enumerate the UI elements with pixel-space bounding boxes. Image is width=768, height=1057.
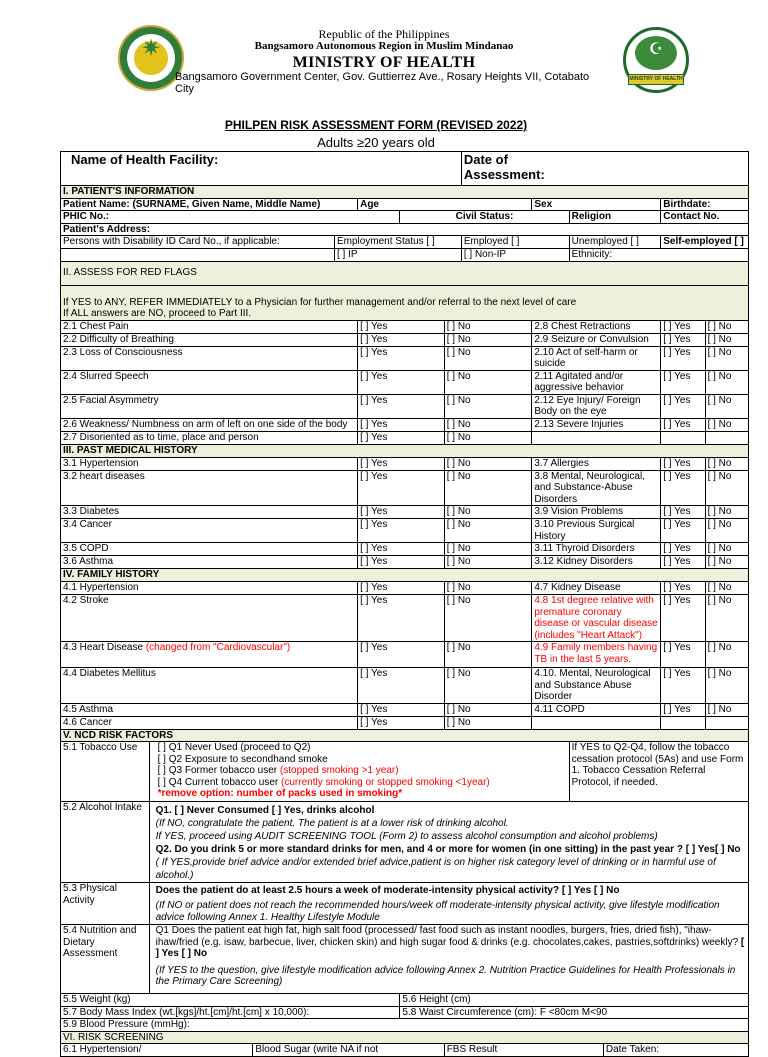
date-label-line-1: Date of — [463, 152, 508, 167]
red-flags-instruction — [61, 285, 749, 320]
section-ncd-risk — [61, 729, 749, 742]
yes-checkbox[interactable]: [ ] Yes — [661, 333, 705, 346]
facility-row — [61, 152, 749, 186]
family-row — [61, 595, 749, 642]
tobacco-q2-checkbox[interactable]: [ ] Q2 Exposure to secondhand smoke — [157, 753, 328, 765]
yes-checkbox[interactable]: [ ] Yes — [661, 582, 705, 595]
history-label: 3.3 Diabetes — [61, 506, 358, 519]
sex-field[interactable]: Sex — [532, 198, 661, 211]
yes-checkbox[interactable]: [ ] Yes — [358, 519, 445, 543]
revision-note: (changed from "Cardiovascular") — [145, 642, 291, 653]
no-checkbox[interactable]: [ ] No — [444, 595, 532, 642]
section-risk-screening — [61, 1031, 749, 1044]
weight-field[interactable]: 5.5 Weight (kg) — [61, 994, 400, 1007]
tobacco-row — [61, 742, 749, 802]
family-label — [61, 642, 358, 668]
phic-row — [61, 211, 749, 224]
family-row — [61, 668, 749, 704]
yes-checkbox[interactable]: [ ] Yes — [358, 346, 445, 370]
blood-pressure-field[interactable]: 5.9 Blood Pressure (mmHg): — [61, 1019, 749, 1032]
no-checkbox[interactable]: [ ] No — [444, 703, 532, 716]
ethnicity-field[interactable]: Ethnicity: — [569, 248, 748, 261]
yes-checkbox[interactable]: [ ] Yes — [358, 394, 445, 418]
physical-activity-note: (If NO or patient does not reach the recommended hours/week off moderate-intensity physical activity, give lifestyle modification advice following Annex 1. Healthy Lifestyle Module — [155, 900, 720, 923]
patient-name-field[interactable]: Patient Name: (SURNAME, Given Name, Middle Name) — [61, 198, 358, 211]
no-checkbox[interactable]: [ ] No — [444, 519, 532, 543]
yes-checkbox[interactable]: [ ] Yes — [661, 519, 705, 543]
no-checkbox[interactable]: [ ] No — [705, 582, 748, 595]
no-checkbox[interactable]: [ ] No — [705, 543, 748, 556]
blank-cell — [661, 431, 705, 444]
red-flag-row — [61, 370, 749, 394]
yes-checkbox[interactable]: [ ] Yes — [661, 543, 705, 556]
yes-checkbox[interactable]: [ ] Yes — [661, 703, 705, 716]
blood-sugar-label: Blood Sugar (write NA if not — [253, 1044, 444, 1057]
family-label: 4.5 Asthma — [61, 703, 358, 716]
alcohol-no-note: (If NO, congratulate the patient. The patient is at a lower risk of drinking alcohol. — [155, 818, 509, 829]
no-checkbox[interactable]: [ ] No — [705, 642, 748, 668]
yes-checkbox[interactable]: [ ] Yes — [358, 470, 445, 506]
family-row — [61, 703, 749, 716]
no-checkbox[interactable]: [ ] No — [444, 431, 532, 444]
nutrition-q1 — [156, 925, 746, 960]
section-title: II. ASSESS FOR RED FLAGS — [61, 261, 749, 285]
header-republic: Republic of the Philippines — [318, 27, 450, 41]
blank-cell — [532, 716, 661, 729]
physical-activity-row — [61, 883, 749, 925]
history-label: 3.12 Kidney Disorders — [532, 556, 661, 569]
red-flag-label: 2.1 Chest Pain — [61, 320, 358, 333]
yes-checkbox[interactable]: [ ] Yes — [358, 457, 445, 470]
family-label: 4.11 COPD — [532, 703, 661, 716]
section-title: III. PAST MEDICAL HISTORY — [61, 444, 749, 457]
family-label: 4.1 Hypertension — [61, 582, 358, 595]
bmi-waist-row — [61, 1006, 749, 1019]
no-checkbox[interactable]: [ ] No — [705, 519, 748, 543]
red-flag-label: 2.3 Loss of Consciousness — [61, 346, 358, 370]
patient-name-row — [61, 198, 749, 211]
red-flag-label: 2.9 Seizure or Convulsion — [532, 333, 661, 346]
yes-checkbox[interactable]: [ ] Yes — [358, 543, 445, 556]
family-label: 4.4 Diabetes Mellitus — [61, 668, 358, 704]
no-checkbox[interactable]: [ ] No — [444, 582, 532, 595]
history-row — [61, 457, 749, 470]
red-flag-label: 2.10 Act of self-harm or suicide — [532, 346, 661, 370]
family-label: 4.6 Cancer — [61, 716, 358, 729]
yes-checkbox[interactable]: [ ] Yes — [661, 418, 705, 431]
family-row — [61, 716, 749, 729]
red-flag-label: 2.5 Facial Asymmetry — [61, 394, 358, 418]
no-checkbox[interactable]: [ ] No — [444, 394, 532, 418]
no-checkbox[interactable]: [ ] No — [444, 346, 532, 370]
no-checkbox[interactable]: [ ] No — [705, 668, 748, 704]
date-label-line-2: Assessment: — [463, 167, 545, 182]
yes-checkbox[interactable]: [ ] Yes — [358, 506, 445, 519]
yes-checkbox[interactable]: [ ] Yes — [661, 470, 705, 506]
red-flag-label: 2.12 Eye Injury/ Foreign Body on the eye — [532, 394, 661, 418]
red-flag-label: 2.6 Weakness/ Numbness on arm of left on one side of the body — [61, 418, 358, 431]
yes-checkbox[interactable]: [ ] Yes — [661, 506, 705, 519]
instruction-no: If ALL answers are NO, proceed to Part III. — [63, 308, 252, 319]
form-subtitle: Adults ≥20 years old — [317, 135, 435, 150]
family-label: 4.7 Kidney Disease — [532, 582, 661, 595]
yes-checkbox[interactable]: [ ] Yes — [661, 394, 705, 418]
nutrition-checkboxes[interactable]: [ ] Yes [ ] No — [155, 936, 745, 959]
section-title: I. PATIENT'S INFORMATION — [61, 186, 749, 199]
self-employed-checkbox[interactable]: Self-employed [ ] — [661, 236, 749, 249]
nutrition-note: (If YES to the question, give lifestyle modification advice following Annex 2. Nutrition Practice Guidelines for Health Professionals in the Primary Care Screening) — [155, 964, 736, 987]
no-checkbox[interactable]: [ ] No — [444, 320, 532, 333]
waist-field[interactable]: 5.8 Waist Circumference (cm): F <80cm M<90 — [400, 1006, 749, 1019]
height-field[interactable]: 5.6 Height (cm) — [400, 994, 749, 1007]
no-checkbox[interactable]: [ ] No — [705, 394, 748, 418]
history-label: 3.8 Mental, Neurological, and Substance-Abuse Disorders — [532, 470, 661, 506]
yes-checkbox[interactable]: [ ] Yes — [661, 457, 705, 470]
no-checkbox[interactable]: [ ] No — [705, 333, 748, 346]
physical-activity-label: 5.3 Physical Activity — [61, 883, 150, 925]
date-taken-field[interactable]: Date Taken: — [603, 1044, 748, 1057]
no-checkbox[interactable]: [ ] No — [444, 418, 532, 431]
section-title: VI. RISK SCREENING — [61, 1031, 749, 1044]
history-row — [61, 506, 749, 519]
history-label: 3.1 Hypertension — [61, 457, 358, 470]
fbs-result-field[interactable]: FBS Result — [444, 1044, 603, 1057]
assessment-date-field[interactable] — [461, 152, 748, 186]
family-label: 4.2 Stroke — [61, 595, 358, 642]
history-label: 3.11 Thyroid Disorders — [532, 543, 661, 556]
section-family-history — [61, 569, 749, 582]
alcohol-questions — [149, 802, 748, 883]
family-row — [61, 642, 749, 668]
yes-checkbox[interactable]: [ ] Yes — [661, 370, 705, 394]
history-label: 3.9 Vision Problems — [532, 506, 661, 519]
section-title: IV. FAMILY HISTORY — [61, 569, 749, 582]
yes-checkbox[interactable]: [ ] Yes — [661, 556, 705, 569]
no-checkbox[interactable]: [ ] No — [705, 703, 748, 716]
alcohol-q2-note: ( If YES,provide brief advice and/or extended brief advice,patient is on higher risk category level of drinking or in harmful use of alcohol.) — [155, 857, 716, 881]
history-row — [61, 519, 749, 543]
no-checkbox[interactable]: [ ] No — [705, 556, 748, 569]
red-flag-row — [61, 418, 749, 431]
yes-checkbox[interactable]: [ ] Yes — [358, 703, 445, 716]
tobacco-label: 5.1 Tobacco Use — [61, 742, 150, 802]
tobacco-options — [149, 742, 569, 802]
yes-checkbox[interactable]: [ ] Yes — [358, 333, 445, 346]
yes-checkbox[interactable]: [ ] Yes — [358, 431, 445, 444]
assessment-table — [60, 151, 749, 1057]
star-icon: ✷ — [140, 35, 162, 62]
blank-cell — [61, 248, 335, 261]
employment-row — [61, 236, 749, 249]
bmi-field[interactable]: 5.7 Body Mass Index (wt.[kgs]/ht.[cm]/ht.[cm] x 10,000): — [61, 1006, 400, 1019]
no-checkbox[interactable]: [ ] No — [705, 370, 748, 394]
red-flag-row — [61, 333, 749, 346]
red-flag-label: 2.11 Agitated and/or aggressive behavior — [532, 370, 661, 394]
employed-checkbox[interactable]: Employed [ ] — [461, 236, 569, 249]
red-flag-row — [61, 346, 749, 370]
no-checkbox[interactable]: [ ] No — [444, 543, 532, 556]
physical-activity-checkboxes[interactable]: Does the patient do at least 2.5 hours a week of moderate-intensity physical activity? [ ] Yes [ ] No — [155, 885, 620, 896]
crescent-star-icon: ☪ — [648, 41, 664, 58]
civil-status-field[interactable]: Civil Status: — [400, 211, 569, 224]
blank-cell — [532, 431, 661, 444]
history-label: 3.2 heart diseases — [61, 470, 358, 506]
header-region: Bangsamoro Autonomous Region in Muslim Mindanao — [254, 40, 514, 52]
family-label: 4.10. Mental, Neurological and Substance Abuse Disorder — [532, 668, 661, 704]
no-checkbox[interactable]: [ ] No — [444, 457, 532, 470]
family-row — [61, 582, 749, 595]
alcohol-q1-checkboxes[interactable]: Q1. [ ] Never Consumed [ ] Yes, drinks alcohol — [155, 805, 375, 816]
family-label-revised: 4.9 Family members having TB in the last 5 years. — [532, 642, 661, 668]
heart-disease-label: 4.3 Heart Disease — [63, 642, 144, 653]
history-row — [61, 556, 749, 569]
no-checkbox[interactable]: [ ] No — [705, 470, 748, 506]
unemployed-checkbox[interactable]: Unemployed [ ] — [569, 236, 661, 249]
pwd-field[interactable]: Persons with Disability ID Card No., if applicable: — [61, 236, 335, 249]
no-checkbox[interactable]: [ ] No — [705, 320, 748, 333]
employment-status-checkbox[interactable]: Employment Status [ ] — [334, 236, 461, 249]
red-flag-label: 2.7 Disoriented as to time, place and person — [61, 431, 358, 444]
history-label: 3.5 COPD — [61, 543, 358, 556]
red-flag-label: 2.4 Slurred Speech — [61, 370, 358, 394]
no-checkbox[interactable]: [ ] No — [705, 457, 748, 470]
history-label: 3.10 Previous Surgical History — [532, 519, 661, 543]
address-field[interactable]: Patient's Address: — [61, 223, 749, 236]
no-checkbox[interactable]: [ ] No — [444, 716, 532, 729]
no-checkbox[interactable]: [ ] No — [705, 506, 748, 519]
seal-band: MINISTRY OF HEALTH — [628, 74, 684, 85]
alcohol-yes-note: If YES, proceed using AUDIT SCREENING TOOL (Form 2) to assess alcohol consumption and alcohol problems) — [155, 831, 658, 842]
no-checkbox[interactable]: [ ] No — [705, 346, 748, 370]
history-label: 3.4 Cancer — [61, 519, 358, 543]
nutrition-label: 5.4 Nutrition and Dietary Assessment — [61, 925, 150, 994]
non-ip-checkbox[interactable]: [ ] Non-IP — [461, 248, 569, 261]
history-row — [61, 543, 749, 556]
tobacco-note: If YES to Q2-Q4, follow the tobacco cessation protocol (5As) and use Form 1. Tobacco Cessation Referral Protocol, if needed. — [569, 742, 748, 802]
religion-field[interactable]: Religion — [569, 211, 661, 224]
section-red-flags — [61, 261, 749, 285]
yes-checkbox[interactable]: [ ] Yes — [661, 320, 705, 333]
header-address: Bangsamoro Government Center, Gov. Guttierrez Ave., Rosary Heights VII, Cotabato City — [175, 71, 590, 95]
yes-checkbox[interactable]: [ ] Yes — [358, 668, 445, 704]
alcohol-q2-checkboxes[interactable]: Q2. Do you drink 5 or more standard drinks for men, and 4 or more for women (in one sitting) in the past year ? [ ] Yes[ ] No — [155, 844, 741, 855]
red-flag-label: 2.2 Difficulty of Breathing — [61, 333, 358, 346]
birthdate-field[interactable]: Birthdate: — [661, 198, 749, 211]
tobacco-q3-checkbox[interactable] — [158, 765, 567, 777]
section-patient-info — [61, 186, 749, 199]
phic-field[interactable]: PHIC No.: — [61, 211, 400, 224]
yes-checkbox[interactable]: [ ] Yes — [661, 668, 705, 704]
screening-row — [61, 1044, 749, 1057]
no-checkbox[interactable]: [ ] No — [444, 506, 532, 519]
physical-activity-question — [149, 883, 748, 925]
history-label: 3.6 Asthma — [61, 556, 358, 569]
header-ministry: MINISTRY OF HEALTH — [292, 54, 476, 71]
weight-height-row — [61, 994, 749, 1007]
instruction-yes: If YES to ANY, REFER IMMEDIATELY to a Physician for further management and/or referral to the next level of care — [63, 296, 577, 308]
blank-cell — [705, 716, 748, 729]
q4-label: [ ] Q4 Current tobacco user — [157, 776, 279, 788]
hypertension-label: 6.1 Hypertension/ — [61, 1044, 253, 1057]
yes-checkbox[interactable]: [ ] Yes — [358, 642, 445, 668]
nutrition-question — [149, 925, 748, 994]
bp-row — [61, 1019, 749, 1032]
history-row — [61, 470, 749, 506]
contact-field[interactable]: Contact No. — [661, 211, 749, 224]
blank-cell — [705, 431, 748, 444]
yes-checkbox[interactable]: [ ] Yes — [358, 582, 445, 595]
yes-checkbox[interactable]: [ ] Yes — [358, 320, 445, 333]
yes-checkbox[interactable]: [ ] Yes — [661, 595, 705, 642]
history-label: 3.7 Allergies — [532, 457, 661, 470]
ip-checkbox[interactable]: [ ] IP — [334, 248, 461, 261]
red-flag-row — [61, 320, 749, 333]
alcohol-label: 5.2 Alcohol Intake — [61, 802, 150, 883]
no-checkbox[interactable]: [ ] No — [444, 333, 532, 346]
blank-cell — [661, 716, 705, 729]
q3-revision: (stopped smoking >1 year) — [279, 765, 399, 776]
yes-checkbox[interactable]: [ ] Yes — [661, 346, 705, 370]
q3-label: [ ] Q3 Former tobacco user — [157, 765, 278, 776]
yes-checkbox[interactable]: [ ] Yes — [358, 556, 445, 569]
remove-option-note: *remove option: number of packs used in smoking* — [157, 788, 403, 799]
age-field[interactable]: Age — [358, 198, 532, 211]
no-checkbox[interactable]: [ ] No — [705, 595, 748, 642]
red-flag-row — [61, 431, 749, 444]
section-past-history — [61, 444, 749, 457]
address-row — [61, 223, 749, 236]
form-title: PHILPEN RISK ASSESSMENT FORM (REVISED 2022) — [224, 118, 528, 132]
yes-checkbox[interactable]: [ ] Yes — [661, 642, 705, 668]
red-flag-label: 2.8 Chest Retractions — [532, 320, 661, 333]
yes-checkbox[interactable]: [ ] Yes — [358, 370, 445, 394]
yes-checkbox[interactable]: [ ] Yes — [358, 716, 445, 729]
red-flag-row — [61, 394, 749, 418]
no-checkbox[interactable]: [ ] No — [444, 370, 532, 394]
no-checkbox[interactable]: [ ] No — [444, 668, 532, 704]
no-checkbox[interactable]: [ ] No — [444, 556, 532, 569]
tobacco-q4-checkbox[interactable] — [158, 777, 567, 789]
ethnicity-row — [61, 248, 749, 261]
family-label-revised: 4.8 1st degree relative with premature coronary disease or vascular disease (includes "Heart Attack") — [532, 595, 661, 642]
section-title: V. NCD RISK FACTORS — [61, 729, 749, 742]
yes-checkbox[interactable]: [ ] Yes — [358, 418, 445, 431]
no-checkbox[interactable]: [ ] No — [444, 470, 532, 506]
red-flags-instruction-row — [61, 285, 749, 320]
tobacco-q1-checkbox[interactable]: [ ] Q1 Never Used (proceed to Q2) — [157, 742, 311, 753]
q4-revision: (currently smoking or stopped smoking <1year) — [281, 776, 490, 788]
nutrition-q1-text: Q1 Does the patient eat high fat, high salt food (processed/ fast food such as instant noodles, burgers, fries, dried fish), "ihaw-ihaw/fried (e.g. isaw, barbecue, liver, chicken skin) and high sugar food & drinks (e.g. chocolates,cakes, pastries,softdrinks) weekly? — [155, 925, 739, 948]
red-flag-label: 2.13 Severe Injuries — [532, 418, 661, 431]
facility-field[interactable]: Name of Health Facility: — [61, 152, 462, 186]
alcohol-row — [61, 802, 749, 883]
yes-checkbox[interactable]: [ ] Yes — [358, 595, 445, 642]
nutrition-row — [61, 925, 749, 994]
no-checkbox[interactable]: [ ] No — [705, 418, 748, 431]
no-checkbox[interactable]: [ ] No — [444, 642, 532, 668]
